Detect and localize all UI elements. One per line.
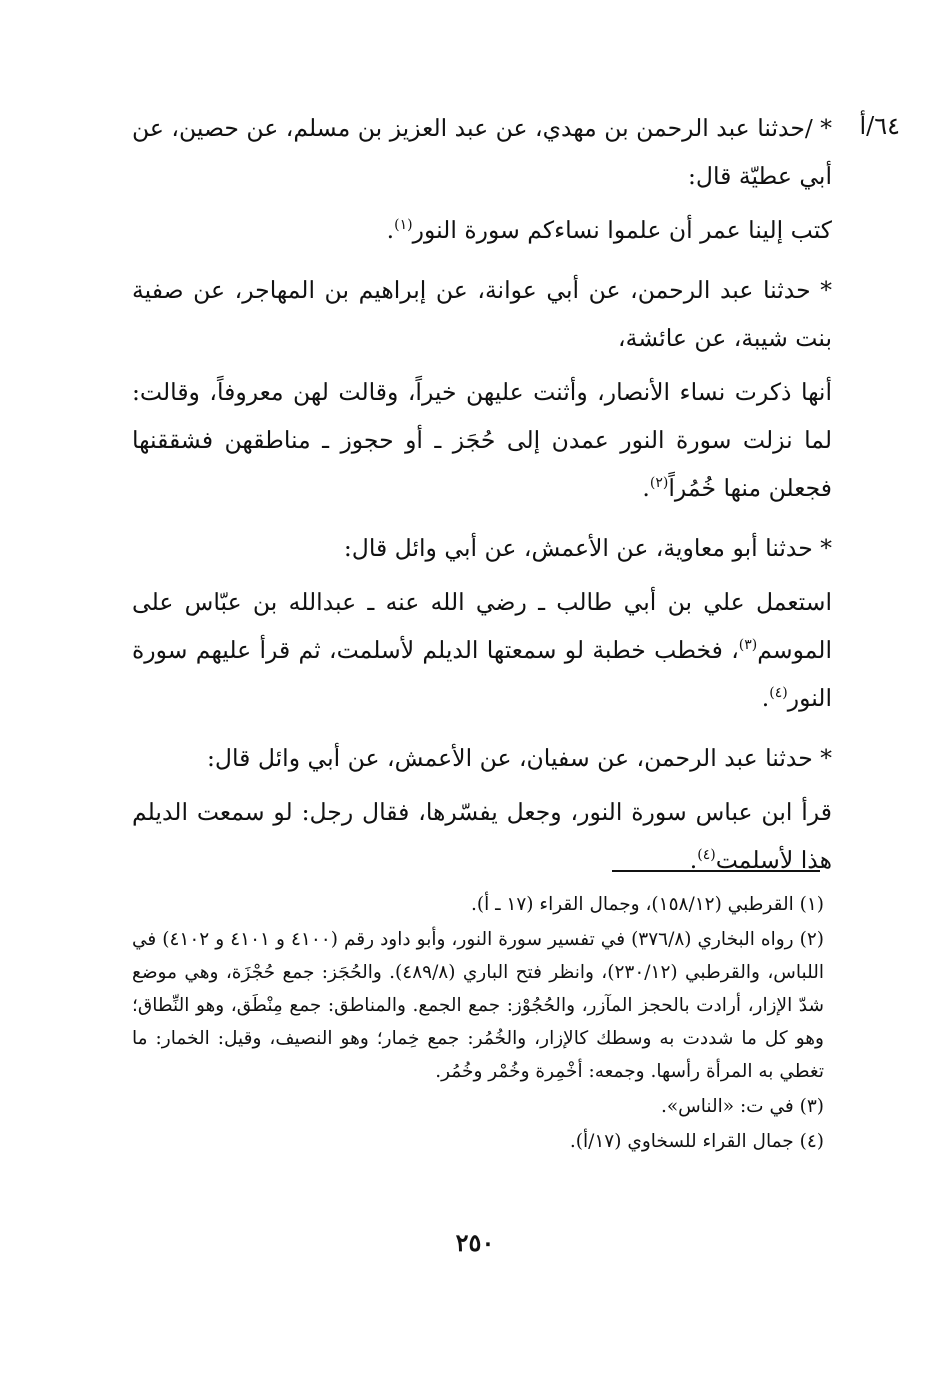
footnotes: [132, 888, 824, 1160]
paragraph-5: * حدثنا أبو معاوية، عن الأعمش، عن أبي وائل قال:: [343, 534, 832, 562]
main-text: [132, 104, 832, 896]
footnote-separator: [612, 870, 820, 872]
footnote-1: (١) القرطبي (١٥٨/١٢)، وجمال القراء (١٧ ـ أ).: [470, 894, 824, 915]
paragraph-1: * /حدثنا عبد الرحمن بن مهدي، عن عبد العزيز بن مسلم، عن حصين، عن أبي عطيّة قال:: [132, 114, 832, 190]
footnote-ref: (٣): [738, 637, 758, 654]
footnote-2: (٢) رواه البخاري (٣٧٦/٨) في تفسير سورة النور، وأبو داود رقم (٤١٠٠ و ٤١٠١ و ٤١٠٢) في اللباس، والقرطبي (٢٣٠/١٢)، وانظر فتح الباري (٤٨٩/٨). والحُجَز: جمع حُجْزَة، وهي موضع شدّ الإزار، أرادت بالحجز المآزر، والحُجُوْز: جمع الجمع. والمناطق: جمع مِنْطَق، وهو النِّطاق؛ وهو كل ما شددت به وسطك كالإزار، والخُمُر: جمع خِمار؛ وهو النصيف، وقيل: الخمار: ما تغطي به المرأة رأسها. وجمعه: أخْمِرة وخُمْر وخُمُر.: [132, 929, 824, 1082]
margin-folio-note: ٦٤/أ: [859, 112, 900, 140]
paragraph-8: قرأ ابن عباس سورة النور، وجعل يفسّرها، فقال رجل: لو سمعت الديلم هذا لأسلمت$^{(٤)}$.: [132, 798, 832, 874]
footnote-ref: (٤): [697, 847, 716, 864]
footnote-ref: (٢): [649, 475, 669, 492]
paragraph-4: أنها ذكرت نساء الأنصار، وأثنت عليهن خيراً، وقالت لهن معروفاً، وقالت: لما نزلت سورة النور عمدن إلى حُجَز ـ أو حجوز ـ مناطقهن فشققنها فجعلن منها خُمُراً$^{(٢)}$.: [132, 378, 833, 502]
paragraph-2: كتب إلينا عمر أن علموا نساءكم سورة النور$^{(١)}$.: [386, 216, 832, 244]
footnote-4: (٤) جمال القراء للسخاوي (١٧/أ).: [569, 1131, 824, 1152]
footnote-ref: (٤): [769, 685, 788, 702]
paragraph-6: استعمل علي بن أبي طالب ـ رضي الله عنه ـ عبدالله بن عبّاس على الموسم$^{(٣)}$، فخطب خطبة لو سمعتها الديلم لأسلمت، ثم قرأ عليهم سورة النور$^{(٤)}$.: [132, 588, 832, 712]
footnote-ref: (١): [394, 217, 413, 234]
page-number: ٢٥٠: [455, 1228, 495, 1257]
footnote-3: (٣) في ت: «الناس».: [660, 1096, 824, 1117]
paragraph-7: * حدثنا عبد الرحمن، عن سفيان، عن الأعمش، عن أبي وائل قال:: [206, 744, 832, 772]
paragraph-3: * حدثنا عبد الرحمن، عن أبي عوانة، عن إبراهيم بن المهاجر، عن صفية بنت شيبة، عن عائشة،: [132, 276, 832, 352]
